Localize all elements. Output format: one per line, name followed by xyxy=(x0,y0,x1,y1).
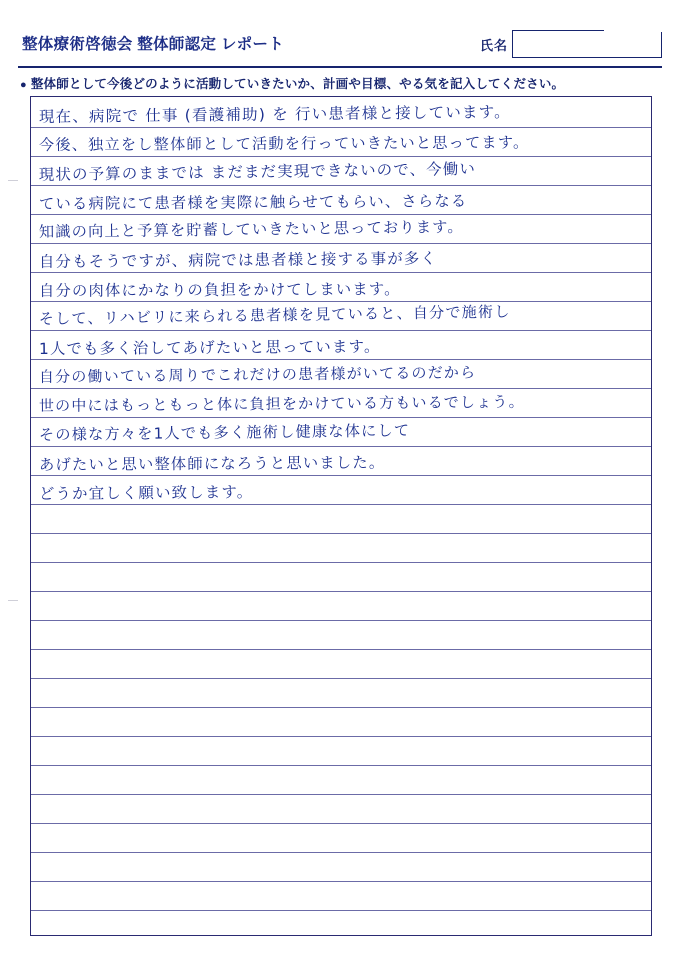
rule-line xyxy=(31,823,651,824)
rule-line xyxy=(31,127,651,128)
rule-line xyxy=(31,214,651,215)
rule-line xyxy=(31,504,651,505)
prompt-instruction xyxy=(20,74,664,92)
rule-line xyxy=(31,707,651,708)
name-label: 氏名 xyxy=(479,37,508,53)
handwritten-line: あげたいと思い整体師になろうと思いました。 xyxy=(38,453,386,475)
rule-line xyxy=(31,852,651,853)
rule-line xyxy=(31,562,651,563)
rule-line xyxy=(31,649,651,650)
rule-line xyxy=(31,475,651,476)
header-divider xyxy=(18,66,662,68)
handwritten-line: 自分もそうですが、病院では患者様と接する事が多く xyxy=(38,249,438,272)
prompt-text: 整体師として今後どのように活動していきたいか、計画や目標、やる気を記入してください。 xyxy=(30,77,565,91)
rule-line xyxy=(31,330,651,331)
bullet-icon: ● xyxy=(20,79,27,91)
answer-sheet[interactable] xyxy=(30,96,652,936)
handwritten-line: 世の中にはもっともっと体に負担をかけている方もいるでしょう。 xyxy=(38,392,525,416)
rule-line xyxy=(31,272,651,273)
handwritten-line: そして、リハビリに来られる患者様を見ていると、自分で施術し xyxy=(38,302,511,329)
rule-line xyxy=(31,736,651,737)
rule-line xyxy=(31,678,651,679)
document-header xyxy=(18,28,662,64)
rule-line xyxy=(31,417,651,418)
name-field-group xyxy=(480,28,662,60)
scan-margin-mark xyxy=(8,180,18,181)
name-input-box[interactable] xyxy=(512,30,662,58)
rule-line xyxy=(31,359,651,360)
page-title: 整体療術啓徳会 整体師認定 レポート xyxy=(22,36,285,53)
handwritten-line: 現状の予算のままでは まだまだ実現できないので、今働い xyxy=(38,159,477,185)
scan-margin-mark xyxy=(8,600,18,601)
handwritten-line: その様な方々を1人でも多く施術し健康な体にして xyxy=(38,421,411,445)
handwritten-line: 現在、病院で 仕事 (看護補助) を 行い患者様と接しています。 xyxy=(38,103,511,127)
handwritten-line: ている病院にて患者様を実際に触らせてもらい、さらなる xyxy=(38,192,468,214)
handwritten-line: 今後、独立をし整体師として活動を行っていきたいと思ってます。 xyxy=(38,133,530,155)
rule-line xyxy=(31,185,651,186)
rule-line xyxy=(31,156,651,157)
rule-line xyxy=(31,881,651,882)
rule-line xyxy=(31,446,651,447)
ruled-lines xyxy=(31,97,651,935)
handwritten-line: どうか宜しく願い致します。 xyxy=(38,483,254,504)
rule-line xyxy=(31,620,651,621)
rule-line xyxy=(31,794,651,795)
handwritten-line: 1人でも多く治してあげたいと思っています。 xyxy=(38,337,381,359)
rule-line xyxy=(31,591,651,592)
rule-line xyxy=(31,533,651,534)
rule-line xyxy=(31,301,651,302)
rule-line xyxy=(31,388,651,389)
handwritten-line: 知識の向上と予算を貯蓄していきたいと思っております。 xyxy=(38,217,464,242)
name-input-value xyxy=(513,36,519,51)
rule-line xyxy=(31,243,651,244)
rule-line xyxy=(31,910,651,911)
handwritten-line: 自分の働いている周りでこれだけの患者様がいてるのだから xyxy=(38,363,477,387)
rule-line xyxy=(31,765,651,766)
handwritten-line: 自分の肉体にかなりの負担をかけてしまいます。 xyxy=(38,280,401,300)
